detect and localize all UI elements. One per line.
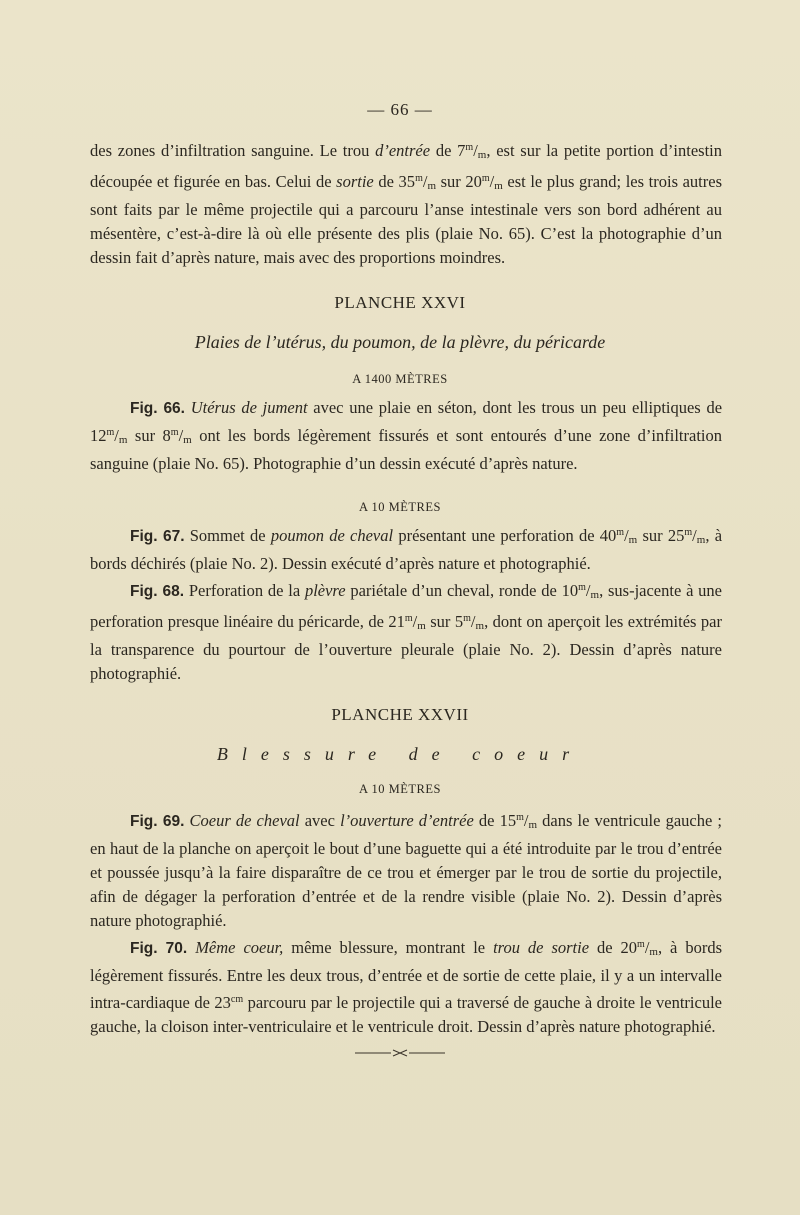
fig-67-subject: poumon de cheval: [270, 526, 394, 545]
text-run: , sus-jacente à une perforation presque linéaire du péricarde, de 21: [90, 581, 723, 631]
unit-slash: /: [470, 612, 476, 631]
unit-slash: /: [178, 426, 184, 445]
text-run: sur 5: [425, 612, 464, 631]
unit-sup: m: [463, 613, 471, 624]
plate-26-subtitle: Plaies de l’utérus, du poumon, de la plèvre, du péricarde: [194, 332, 606, 352]
unit-sup: m: [481, 173, 490, 184]
text-run: même blessure, montrant le: [283, 938, 494, 957]
unit-slash: /: [523, 811, 529, 830]
unit-sup-cm: cm: [230, 994, 244, 1005]
text-run: présentant une perforation de 40: [393, 526, 617, 545]
plate-27-title: PLANCHE XXVII: [331, 705, 469, 724]
unit-slash: /: [585, 581, 591, 600]
fig-69-label: Fig. 69.: [130, 813, 185, 830]
text-run: Sommet de: [184, 526, 271, 545]
text-run: dans le ventricule gauche ; en haut de la planche on aperçoit le bout d’une baguette qui a été introduite par le trou d’entrée et poussée jusqu’à la faire disparaître de ce trou et émerger par le trou de sortie du projectile, afin de dégager la perforation d’entrée et de la rendre visible (plaie No. 2). Dessin d’après nature photographié.: [90, 811, 722, 930]
unit-sub: m: [475, 620, 485, 632]
text-run: de 7: [430, 141, 466, 160]
fig-68-subject: plèvre: [304, 581, 346, 600]
fig-66-paragraph: [90, 396, 722, 476]
text-run: , est sur la petite portion d’intestin découpée et figurée en bas. Celui de: [90, 141, 722, 191]
text-run: , dont on aperçoit les extrémités par la transparence du pourtour de l’ouverture pleurale (plaie No. 2). Dessin d’après nature photographié.: [90, 612, 722, 683]
text-run: Perforation de la: [184, 581, 305, 600]
unit-sup: m: [415, 173, 423, 184]
fig-70-subject-2: trou de sortie: [493, 938, 590, 957]
unit-sub: m: [477, 149, 487, 161]
fig-67-label: Fig. 67.: [130, 528, 185, 545]
unit-slash: /: [422, 172, 428, 191]
unit-slash: /: [644, 938, 650, 957]
text-run: sur 25: [637, 526, 685, 545]
unit-sup: m: [170, 427, 179, 438]
unit-sup: m: [106, 427, 115, 438]
fig-68-label: Fig. 68.: [130, 583, 185, 600]
plate-26-distance-2: A 10 MÈTRES: [359, 500, 441, 514]
page-number: — 66 —: [367, 100, 433, 119]
unit-slash: /: [489, 172, 495, 191]
text-run: avec: [299, 811, 341, 830]
text-run: ont les bords légèrement fissurés et sont entourés d’une zone d’infiltration sanguine (plaie No. 65). Photographie d’un dessin exécuté d’après nature.: [90, 426, 722, 473]
unit-slash: /: [114, 426, 119, 445]
unit-sup: m: [516, 812, 524, 823]
unit-sub: m: [528, 819, 538, 831]
end-ornament-icon: [355, 1048, 445, 1058]
fig-66-subject: Utérus de jument: [190, 398, 308, 417]
text-run: de 20: [589, 938, 638, 957]
fig-66-label: Fig. 66.: [130, 400, 185, 417]
text-run: avec une plaie en séton, dont les trous un peu elliptiques de 12: [90, 398, 723, 445]
unit-sub: m: [494, 180, 503, 192]
unit-sup: m: [465, 142, 474, 153]
text-run: , à bords déchirés (plaie No. 2). Dessin exécuté d’après nature et photographié.: [90, 526, 723, 573]
unit-sup: m: [684, 527, 693, 538]
plate-27-subtitle: Blessure de coeur: [216, 744, 584, 764]
unit-sup: m: [578, 582, 586, 593]
text-run: des zones d’infiltration sanguine. Le trou: [90, 141, 376, 160]
unit-sub: m: [628, 534, 638, 546]
fig-67-68-paragraphs: [90, 521, 722, 686]
unit-sub: m: [183, 434, 192, 446]
text-run: de 35: [373, 172, 416, 191]
unit-slash: /: [412, 612, 418, 631]
unit-slash: /: [473, 141, 478, 160]
text-run: sur 8: [127, 426, 171, 445]
unit-sub: m: [427, 180, 436, 192]
plate-26-distance-1: A 1400 MÈTRES: [352, 372, 448, 386]
unit-sub: m: [118, 434, 128, 446]
text-run: est le plus grand; les trois autres sont faits par le même projectile qui a parcouru l’anse intestinale vers son bord adhérent au mésentère, c’est-à-dire là où elle présente des plis (plaie No. 65). C’est la photographie d’un dessin fait d’après nature, mais avec des proportions moindres.: [90, 172, 722, 267]
unit-sup: m: [404, 613, 413, 624]
text-run: , à bords légèrement fissurés. Entre les deux trous, d’entrée et de sortie de cette plaie, il y a un intervalle intra-cardiaque de 23: [90, 938, 722, 1012]
unit-slash: /: [692, 526, 697, 545]
unit-sup: m: [616, 527, 625, 538]
fig-69-70-paragraphs: [90, 806, 722, 1039]
fig-69-subject-2: l’ouverture d’entrée: [340, 811, 474, 830]
unit-sub: m: [696, 534, 706, 546]
fig-69-subject: Coeur de cheval: [189, 811, 300, 830]
unit-sup: m: [637, 939, 645, 950]
unit-sub: m: [417, 620, 426, 632]
unit-sub: m: [649, 946, 658, 958]
text-run: sur 20: [436, 172, 482, 191]
unit-sub: m: [590, 589, 600, 601]
text-run: pariétale d’un cheval, ronde de 10: [345, 581, 579, 600]
plate-27-distance: A 10 MÈTRES: [359, 782, 441, 796]
text-run: parcouru par le projectile qui a traversé de gauche à droite le ventricule gauche, la cloison inter-ventriculaire et le ventricule droit. Dessin d’après nature photographié.: [90, 993, 722, 1036]
emphasis-entree: d’entrée: [375, 141, 431, 160]
intro-paragraph: [90, 136, 722, 270]
fig-70-label: Fig. 70.: [130, 940, 188, 957]
fig-70-subject: Même coeur,: [195, 938, 284, 957]
unit-slash: /: [624, 526, 629, 545]
text-run: de 15: [473, 811, 517, 830]
plate-26-title: PLANCHE XXVI: [334, 293, 466, 312]
emphasis-sortie: sortie: [336, 172, 374, 191]
